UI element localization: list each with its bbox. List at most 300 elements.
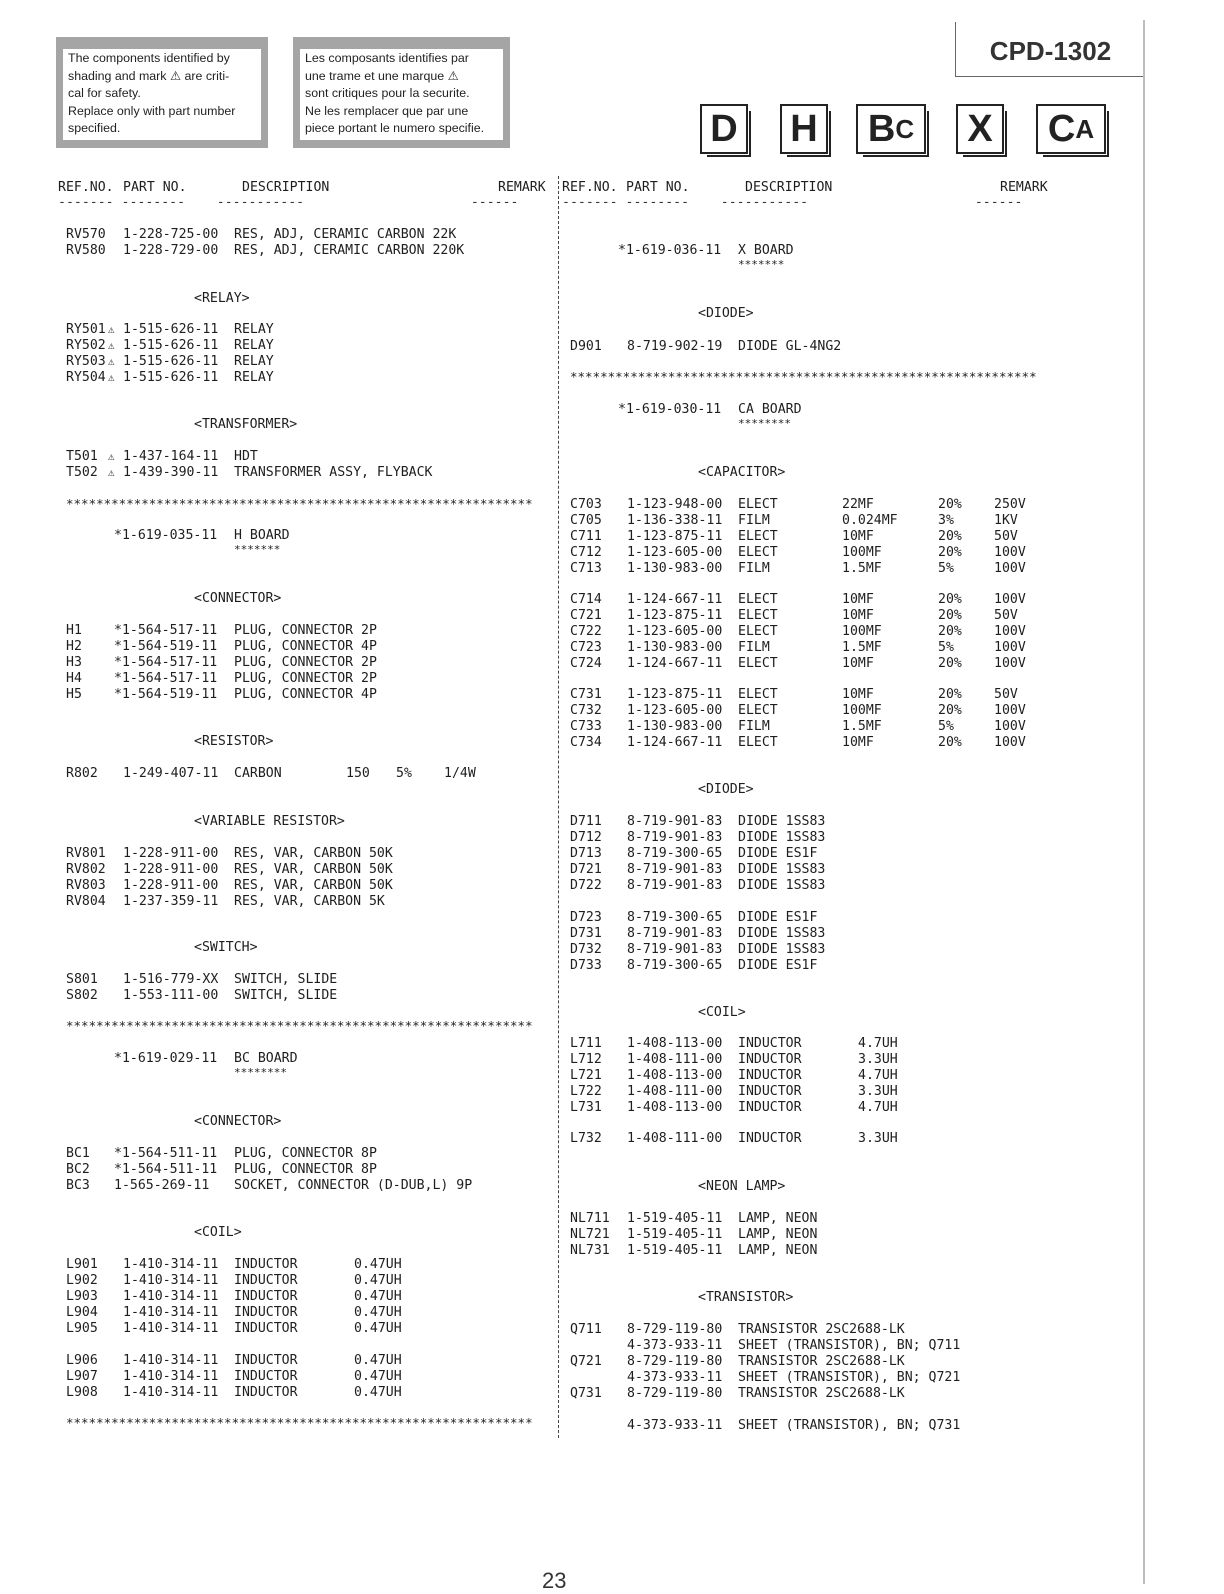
description: RELAY [234,354,274,369]
description: INDUCTOR [234,1257,298,1272]
part-number: 1-408-111-00 [627,1084,723,1099]
part-number: 1-228-729-00 [123,243,219,258]
part-number: 4-373-933-11 [627,1370,723,1385]
description: ELECT [738,656,778,671]
ref-number: RV570 [66,227,106,242]
ref-number: BC2 [66,1162,90,1177]
tolerance-value: 20% [938,656,962,671]
part-number: 8-719-300-65 [627,958,723,973]
col-header-desc: DESCRIPTION [242,180,330,195]
description: TRANSISTOR 2SC2688-LK [738,1354,905,1369]
part-number: *1-564-519-11 [114,639,218,654]
description: RELAY [234,322,274,337]
part-number: 1-408-111-00 [627,1131,723,1146]
capacitance-value: 0.024MF [842,513,898,528]
part-number: 8-719-901-83 [627,926,723,941]
part-number: 1-408-113-00 [627,1036,723,1051]
safety-warning-en [56,37,268,148]
model-number: CPD-1302 [989,36,1112,66]
ref-number: C721 [570,608,602,623]
ref-number: C733 [570,719,602,734]
ref-number: D732 [570,942,602,957]
ref-number: C731 [570,687,602,702]
ref-number: NL711 [570,1211,610,1226]
ref-number: RY502 [66,338,106,353]
ref-number: L732 [570,1131,602,1146]
description: ELECT [738,545,778,560]
col-header-ref: REF.NO. [562,180,618,195]
part-number: *1-564-519-11 [114,687,218,702]
value: 4.7UH [858,1100,898,1115]
ref-number: RV580 [66,243,106,258]
description: DIODE ES1F [738,958,818,973]
description: TRANSFORMER ASSY, FLYBACK [234,465,433,480]
region-mark-sub: A [1075,114,1095,144]
part-number: 1-519-405-11 [627,1227,723,1242]
ref-number: C714 [570,592,602,607]
board-part-number: *1-619-029-11 [114,1051,218,1066]
section-title: <VARIABLE RESISTOR> [194,814,345,829]
ref-number: D901 [570,339,602,354]
ref-number: L907 [66,1369,98,1384]
tolerance-value: 20% [938,687,962,702]
description: DIODE 1SS83 [738,942,826,957]
description: INDUCTOR [738,1068,802,1083]
part-number: 8-729-119-80 [627,1386,723,1401]
ref-number: C713 [570,561,602,576]
description: INDUCTOR [234,1321,298,1336]
description: DIODE 1SS83 [738,862,826,877]
description: FILM [738,719,770,734]
board-underline: ******** [738,417,791,430]
part-number: 1-515-626-11 [123,338,219,353]
ref-number: C711 [570,529,602,544]
region-mark-h [780,104,828,154]
ref-number: D722 [570,878,602,893]
ref-number: NL731 [570,1243,610,1258]
voltage-value: 100V [994,719,1026,734]
ref-number: R802 [66,766,98,781]
description: ELECT [738,624,778,639]
ref-number: RV802 [66,862,106,877]
description: DIODE 1SS83 [738,878,826,893]
region-mark-letter: D [710,108,738,150]
warning-en-text [63,49,261,140]
page-number: 23 [542,1568,567,1593]
warning-fr-line: une trame et une marque ⚠ [305,68,459,83]
ref-number: RY501 [66,322,106,337]
part-number: 1-130-983-00 [627,561,723,576]
description: INDUCTOR [738,1084,802,1099]
part-number: 1-515-626-11 [123,322,219,337]
warning-en-line: cal for safety. [68,86,141,100]
warning-fr-text [300,49,503,140]
description: SHEET (TRANSISTOR), BN; Q721 [738,1370,961,1385]
description: ELECT [738,703,778,718]
part-number: 1-410-314-11 [123,1305,219,1320]
part-number: 1-408-113-00 [627,1068,723,1083]
description: HDT [234,449,258,464]
board-part-number: *1-619-035-11 [114,528,218,543]
voltage-value: 250V [994,497,1026,512]
description: INDUCTOR [234,1273,298,1288]
ref-number: L902 [66,1273,98,1288]
voltage-value: 100V [994,592,1026,607]
warning-fr-line: Ne les remplacer que par une [305,103,469,118]
part-number: 1-249-407-11 [123,766,219,781]
part-number: *1-564-511-11 [114,1146,218,1161]
part-number: *1-564-517-11 [114,655,218,670]
row-separator: ************************************************************** [66,1417,533,1429]
part-number: 8-729-119-80 [627,1322,723,1337]
part-number: 8-719-901-83 [627,862,723,877]
part-number: 1-228-911-00 [123,862,219,877]
description: SOCKET, CONNECTOR (D-DUB,L) 9P [234,1178,473,1193]
tolerance-value: 20% [938,735,962,750]
part-number: 1-408-113-00 [627,1100,723,1115]
capacitance-value: 1.5MF [842,719,882,734]
part-number: 1-130-983-00 [627,719,723,734]
part-number: 1-124-667-11 [627,735,723,750]
ref-number: L908 [66,1385,98,1400]
part-number: *1-564-517-11 [114,671,218,686]
safety-warning-icon: ⚠ [108,450,115,463]
part-number: 1-228-725-00 [123,227,219,242]
description: RELAY [234,370,274,385]
region-mark-letter: B [867,108,896,150]
tolerance-value: 5% [938,561,954,576]
description: DIODE ES1F [738,846,818,861]
voltage-value: 100V [994,735,1026,750]
ref-number: Q731 [570,1386,602,1401]
value: 0.47UH [354,1385,402,1400]
part-number: 1-439-390-11 [123,465,219,480]
col-underline: ------- -------- ----------- ------ [562,195,1023,210]
part-number: 1-123-605-00 [627,624,723,639]
ref-number: L905 [66,1321,98,1336]
board-underline: ******* [234,543,281,556]
ref-number: T502 [66,465,98,480]
ref-number: C722 [570,624,602,639]
board-name: X BOARD [738,243,794,258]
section-title: <TRANSFORMER> [194,417,298,432]
part-number: 1-519-405-11 [627,1211,723,1226]
section-title: <CONNECTOR> [194,1114,282,1129]
ref-number: Q721 [570,1354,602,1369]
board-name: H BOARD [234,528,290,543]
part-number: 8-719-901-83 [627,878,723,893]
col-header-ref: REF.NO. [58,180,114,195]
value: 3.3UH [858,1131,898,1146]
resistance-value: 150 [346,766,370,781]
voltage-value: 100V [994,640,1026,655]
board-part-number: *1-619-036-11 [618,243,722,258]
warning-en-line: Replace only with part number [68,103,236,118]
part-number: 1-228-911-00 [123,846,219,861]
description: INDUCTOR [738,1131,802,1146]
col-header-remark: REMARK [1000,180,1048,195]
safety-warning-fr [293,37,510,148]
part-number: 1-123-875-11 [627,529,723,544]
part-number: 1-136-338-11 [627,513,723,528]
ref-number: BC3 [66,1178,90,1193]
ref-number: C703 [570,497,602,512]
ref-number: L731 [570,1100,602,1115]
section-title: <RESISTOR> [194,734,274,749]
section-title: <COIL> [698,1005,746,1020]
value: 0.47UH [354,1289,402,1304]
description: RES, VAR, CARBON 50K [234,878,393,893]
region-mark-d [700,104,748,154]
ref-number: L722 [570,1084,602,1099]
ref-number: S801 [66,972,98,987]
part-number: 8-719-902-19 [627,339,723,354]
description: DIODE 1SS83 [738,926,826,941]
description: PLUG, CONNECTOR 4P [234,687,377,702]
col-header-desc: DESCRIPTION [745,180,833,195]
description: ELECT [738,687,778,702]
voltage-value: 50V [994,608,1018,623]
description: RES, VAR, CARBON 50K [234,846,393,861]
section-title: <COIL> [194,1225,242,1240]
warning-en-line: shading and mark ⚠ are criti- [68,68,230,83]
ref-number: L721 [570,1068,602,1083]
section-title: <NEON LAMP> [698,1179,786,1194]
ref-number: D733 [570,958,602,973]
ref-number: D721 [570,862,602,877]
description: DIODE GL-4NG2 [738,339,842,354]
ref-number: L906 [66,1353,98,1368]
col-header-remark: REMARK [498,180,546,195]
part-number: 1-565-269-11 [114,1178,210,1193]
description: FILM [738,640,770,655]
tolerance-value: 20% [938,592,962,607]
ref-number: L711 [570,1036,602,1051]
ref-number: D731 [570,926,602,941]
part-number: 1-124-667-11 [627,656,723,671]
tolerance-value: 5% [396,766,412,781]
ref-number: C705 [570,513,602,528]
section-title: <TRANSISTOR> [698,1290,794,1305]
description: PLUG, CONNECTOR 4P [234,639,377,654]
part-number: *1-564-517-11 [114,623,218,638]
description: INDUCTOR [234,1305,298,1320]
warning-fr-line: piece portant le numero specifie. [305,121,485,135]
description: PLUG, CONNECTOR 8P [234,1162,377,1177]
part-number: 8-719-901-83 [627,942,723,957]
capacitance-value: 1.5MF [842,640,882,655]
description: FILM [738,513,770,528]
ref-number: H2 [66,639,82,654]
part-number: 1-123-605-00 [627,545,723,560]
ref-number: L903 [66,1289,98,1304]
ref-number: C712 [570,545,602,560]
tolerance-value: 5% [938,640,954,655]
voltage-value: 100V [994,561,1026,576]
section-title: <DIODE> [698,782,754,797]
board-underline: ******** [234,1066,287,1079]
board-name: CA BOARD [738,402,802,417]
part-number: 1-519-405-11 [627,1243,723,1258]
description: TRANSISTOR 2SC2688-LK [738,1386,905,1401]
part-number: 1-515-626-11 [123,354,219,369]
description: SHEET (TRANSISTOR), BN; Q731 [738,1418,961,1433]
description: INDUCTOR [738,1100,802,1115]
capacitance-value: 100MF [842,624,882,639]
description: RELAY [234,338,274,353]
row-separator: ************************************************************** [66,498,533,510]
part-number: 1-124-667-11 [627,592,723,607]
ref-number: Q711 [570,1322,602,1337]
region-mark-ca [1036,104,1106,154]
ref-number: H4 [66,671,82,686]
section-title: <DIODE> [698,306,754,321]
model-box [955,22,1145,77]
capacitance-value: 10MF [842,592,874,607]
part-number: 1-437-164-11 [123,449,219,464]
description: ELECT [738,608,778,623]
voltage-value: 100V [994,656,1026,671]
voltage-value: 100V [994,624,1026,639]
section-title: <RELAY> [194,291,250,306]
description: SHEET (TRANSISTOR), BN; Q711 [738,1338,961,1353]
col-underline: ------- -------- ----------- ------ [58,195,519,210]
part-number: 8-729-119-80 [627,1354,723,1369]
description: ELECT [738,529,778,544]
value: 0.47UH [354,1305,402,1320]
safety-warning-icon: ⚠ [108,355,115,368]
description: INDUCTOR [738,1036,802,1051]
ref-number: RV801 [66,846,106,861]
tolerance-value: 20% [938,545,962,560]
board-name: BC BOARD [234,1051,298,1066]
description: SWITCH, SLIDE [234,988,338,1003]
description: RES, VAR, CARBON 5K [234,894,385,909]
region-mark-letter: H [790,108,818,150]
voltage-value: 100V [994,703,1026,718]
part-number: *1-564-511-11 [114,1162,218,1177]
ref-number: RY504 [66,370,106,385]
warning-fr-line: Les composants identifies par [305,51,469,65]
description: ELECT [738,497,778,512]
board-underline: ******* [738,258,785,271]
region-mark-x [956,104,1004,154]
value: 3.3UH [858,1052,898,1067]
part-number: 1-123-875-11 [627,608,723,623]
part-number: 1-410-314-11 [123,1369,219,1384]
capacitance-value: 100MF [842,703,882,718]
description: INDUCTOR [234,1289,298,1304]
ref-number: D723 [570,910,602,925]
ref-number: S802 [66,988,98,1003]
ref-number: T501 [66,449,98,464]
capacitance-value: 10MF [842,608,874,623]
part-number: 8-719-901-83 [627,830,723,845]
description: INDUCTOR [234,1385,298,1400]
tolerance-value: 20% [938,497,962,512]
page-edge-line [1143,20,1145,1584]
part-number: 1-130-983-00 [627,640,723,655]
ref-number: RV803 [66,878,106,893]
section-title: <CONNECTOR> [194,591,282,606]
part-number: 1-123-948-00 [627,497,723,512]
description: DIODE 1SS83 [738,814,826,829]
description: LAMP, NEON [738,1227,818,1242]
ref-number: H3 [66,655,82,670]
value: 3.3UH [858,1084,898,1099]
part-number: 1-516-779-XX [123,972,219,987]
description: LAMP, NEON [738,1211,818,1226]
description: RES, ADJ, CERAMIC CARBON 220K [234,243,465,258]
description: TRANSISTOR 2SC2688-LK [738,1322,905,1337]
tolerance-value: 20% [938,624,962,639]
ref-number: RV804 [66,894,106,909]
capacitance-value: 10MF [842,735,874,750]
description: ELECT [738,735,778,750]
description: DIODE 1SS83 [738,830,826,845]
part-number: 8-719-300-65 [627,910,723,925]
safety-warning-icon: ⚠ [108,371,115,384]
voltage-value: 50V [994,687,1018,702]
part-number: 8-719-300-65 [627,846,723,861]
tolerance-value: 5% [938,719,954,734]
description: FILM [738,561,770,576]
capacitance-value: 10MF [842,687,874,702]
voltage-value: 1KV [994,513,1018,528]
part-number: 4-373-933-11 [627,1338,723,1353]
value: 0.47UH [354,1273,402,1288]
part-number: 1-123-605-00 [627,703,723,718]
part-number: 1-123-875-11 [627,687,723,702]
ref-number: H1 [66,623,82,638]
description: INDUCTOR [738,1052,802,1067]
warning-en-line: specified. [68,121,121,135]
safety-warning-icon: ⚠ [108,466,115,479]
column-divider [558,176,559,1438]
ref-number: NL721 [570,1227,610,1242]
description: DIODE ES1F [738,910,818,925]
part-number: 1-410-314-11 [123,1273,219,1288]
capacitance-value: 10MF [842,656,874,671]
voltage-value: 100V [994,545,1026,560]
ref-number: C724 [570,656,602,671]
description: PLUG, CONNECTOR 2P [234,623,377,638]
section-title: <SWITCH> [194,940,258,955]
ref-number: RY503 [66,354,106,369]
part-number: 1-237-359-11 [123,894,219,909]
safety-warning-icon: ⚠ [108,339,115,352]
value: 0.47UH [354,1353,402,1368]
description: CARBON [234,766,282,781]
safety-warning-icon: ⚠ [108,323,115,336]
wattage-value: 1/4W [444,766,476,781]
part-number: 1-408-111-00 [627,1052,723,1067]
value: 0.47UH [354,1369,402,1384]
value: 0.47UH [354,1257,402,1272]
value: 4.7UH [858,1068,898,1083]
description: RES, ADJ, CERAMIC CARBON 22K [234,227,457,242]
ref-number: L901 [66,1257,98,1272]
board-part-number: *1-619-030-11 [618,402,722,417]
description: LAMP, NEON [738,1243,818,1258]
description: PLUG, CONNECTOR 8P [234,1146,377,1161]
warning-en-line: The components identified by [68,51,230,65]
part-number: 1-515-626-11 [123,370,219,385]
ref-number: D711 [570,814,602,829]
tolerance-value: 3% [938,513,954,528]
part-number: 1-410-314-11 [123,1257,219,1272]
region-mark-letter: C [1047,108,1076,150]
